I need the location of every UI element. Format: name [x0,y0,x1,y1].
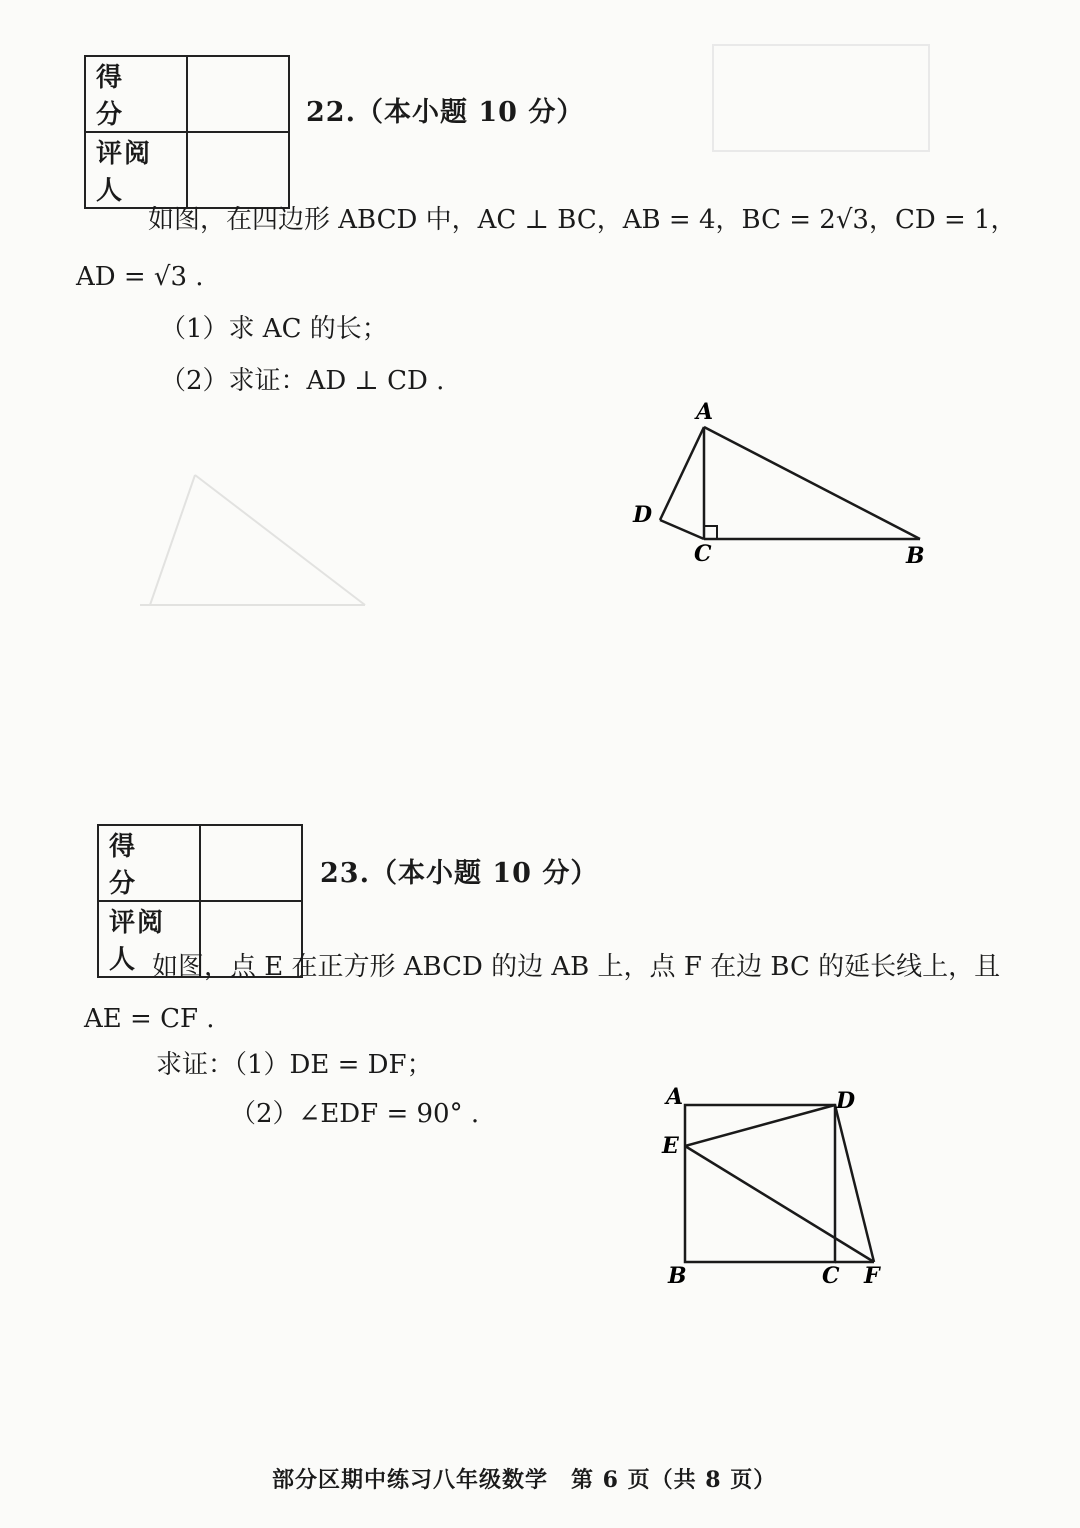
q23-segment-ed [685,1105,835,1146]
page-footer: 部分区期中练习八年级数学 第 6 页（共 8 页） [272,1467,777,1493]
q23-score-cell[interactable] [200,825,302,901]
q22-statement-line2: AD = √3 . [76,262,204,292]
q22-statement-line1: 如图，在四边形 ABCD 中，AC ⊥ BC，AB = 4，BC = 2√3，CD = 1， [148,205,1017,235]
q22-part2: （2）求证：AD ⊥ CD . [160,366,445,396]
q23-label-d: D [836,1088,856,1114]
q22-score-label: 得 分 [85,56,187,132]
q23-label-b: B [668,1263,687,1289]
q23-reviewer-label: 评阅人 [98,901,200,977]
q22-figure [620,395,940,575]
q22-part1: （1）求 AC 的长； [160,314,388,344]
q23-figure [650,1080,900,1295]
q23-part2: （2）∠EDF = 90° . [230,1099,480,1129]
q22-score-table [84,55,290,209]
q22-reviewer-label: 评阅人 [85,132,187,208]
q22-label-a: A [696,399,714,425]
q22-right-angle-mark [704,526,717,539]
q22-segment-ab [704,427,920,539]
q23-statement-line1: 如图，点 E 在正方形 ABCD 的边 AB 上，点 F 在边 BC 的延长线上，且 [152,952,1001,982]
q22-label-c: C [694,541,712,567]
q23-heading: 23.（本小题 10 分） [320,858,599,889]
q23-square-abcd [685,1105,835,1262]
bleed-through-table [712,44,930,152]
q22-heading: 22.（本小题 10 分） [306,97,585,128]
q23-label-c: C [822,1263,840,1289]
q23-label-e: E [662,1133,679,1159]
q22-segment-dc [660,520,704,539]
q23-label-f: F [864,1263,880,1289]
q22-score-cell[interactable] [187,56,289,132]
q22-segment-ad [660,427,704,520]
q22-reviewer-cell[interactable] [187,132,289,208]
q23-label-a: A [666,1084,684,1110]
q23-segment-ef [685,1146,874,1262]
q23-score-label: 得 分 [98,825,200,901]
q22-label-b: B [906,543,925,569]
q22-label-d: D [633,502,653,528]
q23-segment-df [835,1105,874,1262]
bleed-through-figure [130,460,390,630]
q23-prove-part1: 求证：（1）DE = DF； [156,1050,433,1080]
q23-statement-line2: AE = CF . [84,1004,215,1034]
